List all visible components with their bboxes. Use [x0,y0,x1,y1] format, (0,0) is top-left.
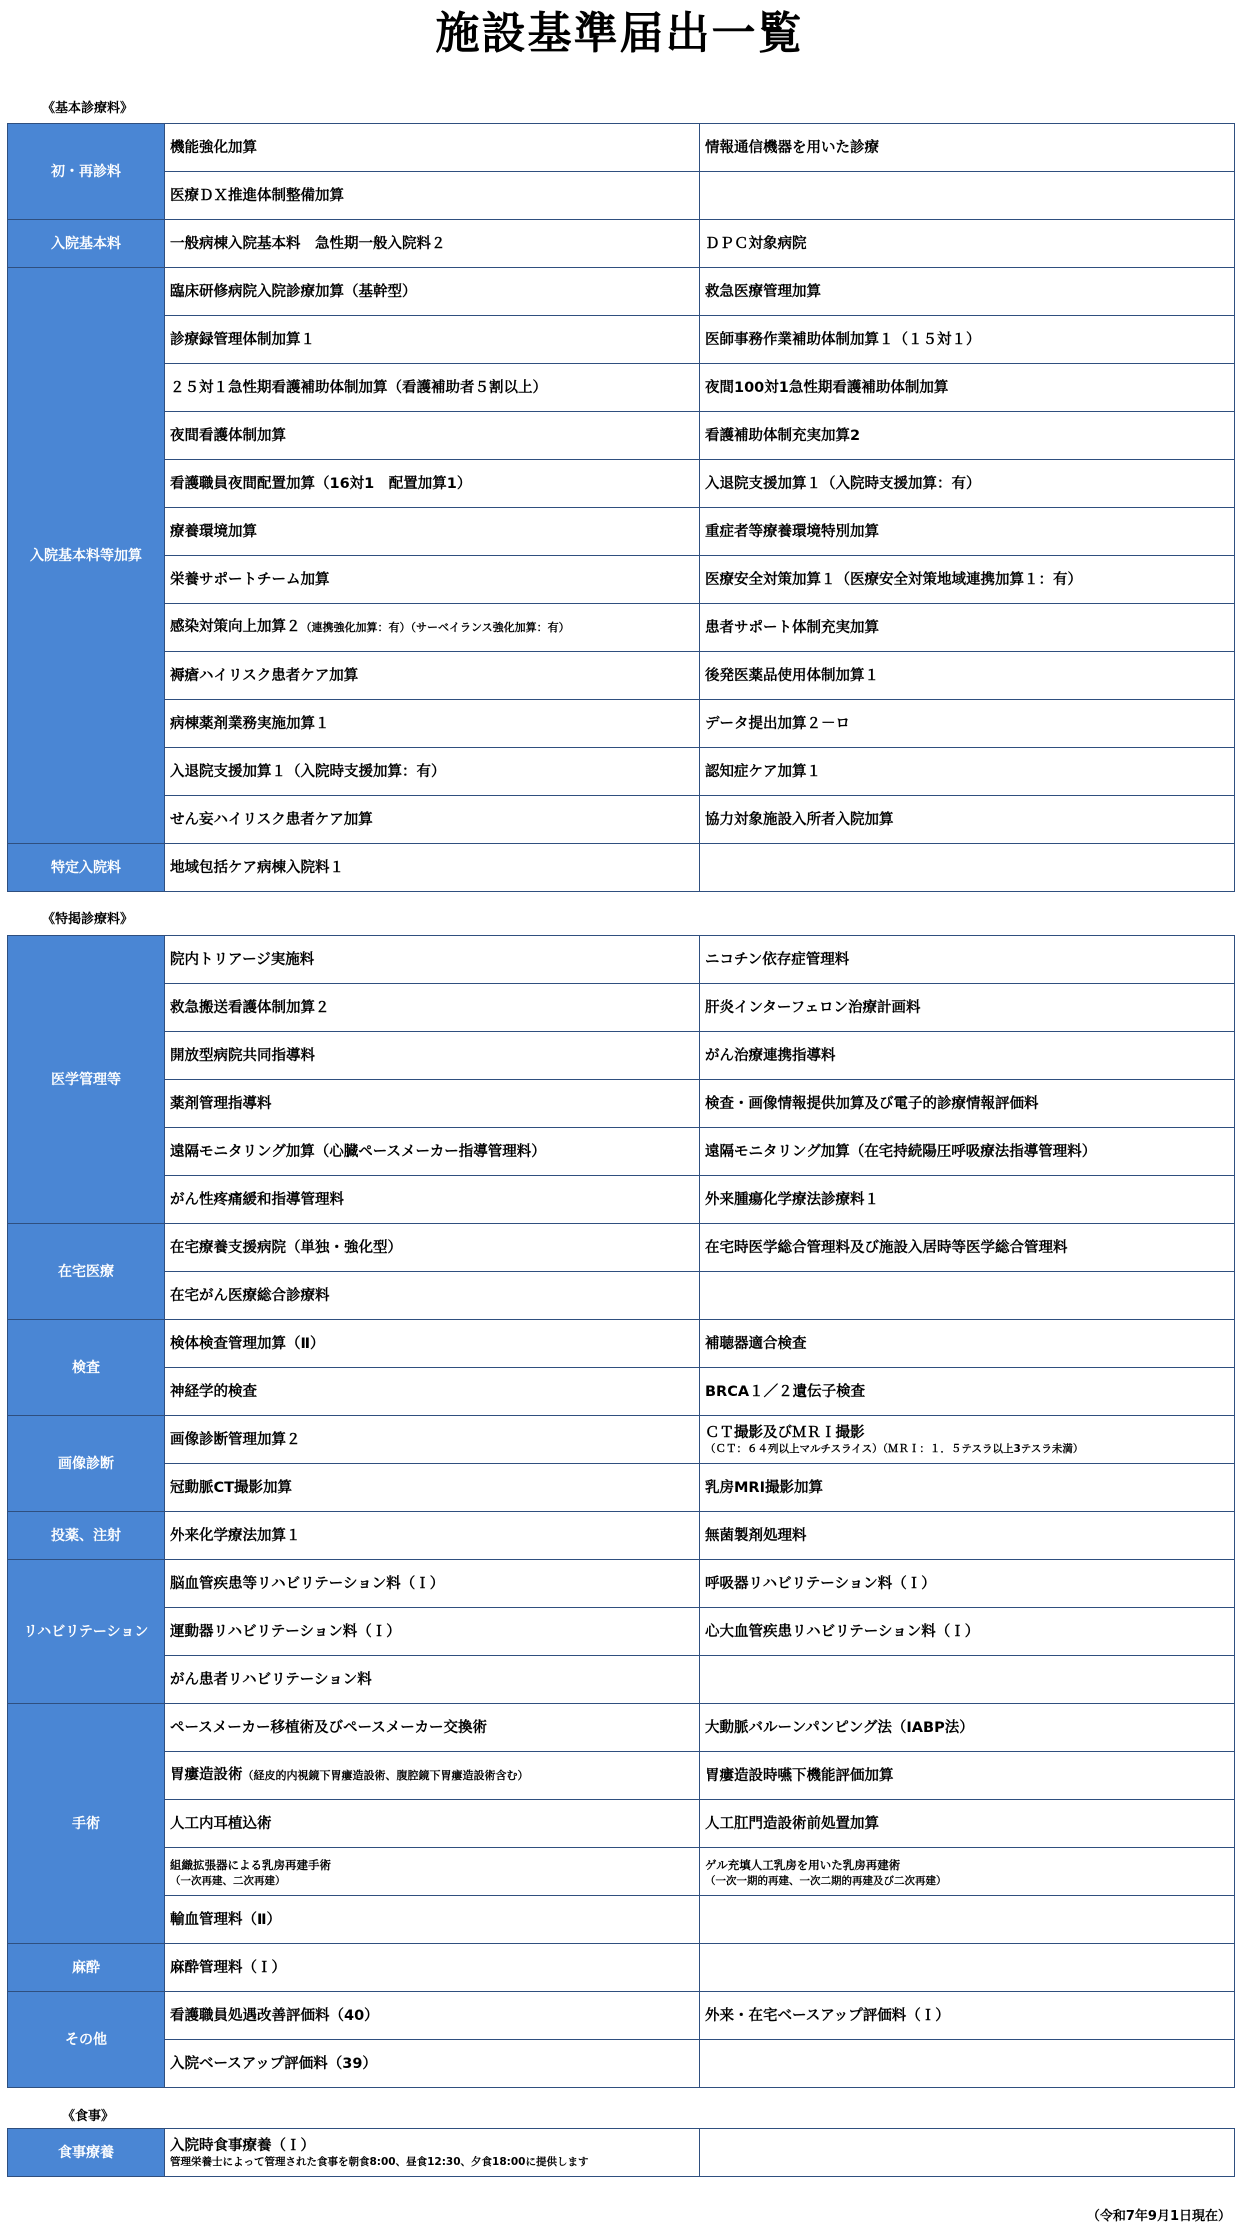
facility-standard-cell [700,1656,1235,1704]
facility-standard-cell [165,316,700,364]
table-row [8,1512,1235,1560]
facility-standard-name: 心大血管疾患リハビリテーション料（Ｉ） [705,1623,980,1640]
section-label-meal: 《食事》 [62,2109,115,2124]
facility-standard-cell [165,1176,700,1224]
facility-standard-name: 後発医薬品使用体制加算１ [705,667,879,684]
facility-standard-name: 入院時食事療養（Ｉ） [170,2137,315,2154]
facility-standard-cell [700,412,1235,460]
table-row [8,1416,1235,1464]
facility-standard-cell [165,364,700,412]
facility-standard-name: 麻酔管理料（Ｉ） [170,1959,286,1976]
facility-standard-name: がん治療連携指導料 [705,1047,836,1064]
facility-standard-name: ペースメーカー移植術及びペースメーカー交換術 [170,1719,487,1736]
facility-standard-cell [165,1560,700,1608]
category-label: 入院基本料等加算 [8,268,165,844]
facility-standard-cell [165,1368,700,1416]
facility-standard-name: ニコチン依存症管理料 [705,951,850,968]
facility-standard-cell [165,1128,700,1176]
facility-standard-cell [700,1080,1235,1128]
table-row [8,1704,1235,1752]
facility-standard-cell [700,1992,1235,2040]
table-row [8,412,1235,460]
category-label: その他 [8,1992,165,2088]
facility-standard-cell [165,1032,700,1080]
facility-standard-name: 医師事務作業補助体制加算１（１５対１） [705,331,981,348]
table-row [8,268,1235,316]
category-label: 投薬、注射 [8,1512,165,1560]
facility-standard-name: 医療ＤＸ推進体制整備加算 [170,187,344,204]
facility-standard-cell [165,700,700,748]
facility-standard-cell [700,1704,1235,1752]
table-row [8,1560,1235,1608]
table-row [8,796,1235,844]
facility-standard-name: 医療安全対策加算１（医療安全対策地域連携加算１：有） [705,571,1082,588]
facility-standard-name: 療養環境加算 [170,523,257,540]
facility-standard-name: 診療録管理体制加算１ [170,331,315,348]
facility-standard-name: 在宅療養支援病院（単独・強化型） [170,1239,402,1256]
table-row [8,316,1235,364]
facility-standard-name: 認知症ケア加算１ [705,763,821,780]
table-row [8,172,1235,220]
facility-standard-name: 外来腫瘍化学療法診療料１ [705,1191,879,1208]
category-label: 医学管理等 [8,936,165,1224]
facility-standard-cell [700,700,1235,748]
facility-standard-name: 在宅がん医療総合診療料 [170,1287,330,1304]
table-row [8,1992,1235,2040]
facility-standard-cell [700,460,1235,508]
facility-standard-cell [165,1848,700,1896]
facility-standard-name: 在宅時医学総合管理料及び施設入居時等医学総合管理料 [705,1239,1068,1256]
facility-standard-name: 人工内耳植込術 [170,1815,272,1832]
facility-standard-name: 入退院支援加算１（入院時支援加算：有） [705,475,981,492]
facility-standard-name: 看護職員処遇改善評価料（40） [170,2007,379,2024]
table-row [8,1368,1235,1416]
facility-standard-cell [700,652,1235,700]
table-row [8,1800,1235,1848]
category-label: 特定入院料 [8,844,165,892]
facility-standard-name: 病棟薬剤業務実施加算１ [170,715,330,732]
facility-standard-name: 機能強化加算 [170,139,257,156]
table-row [8,1224,1235,1272]
facility-standard-cell [165,1464,700,1512]
category-label: 検査 [8,1320,165,1416]
facility-standard-name: ＤＰＣ対象病院 [705,235,807,252]
table-row [8,1464,1235,1512]
facility-standard-cell [165,1896,700,1944]
facility-standard-name: 夜間看護体制加算 [170,427,286,444]
table-row [8,124,1235,172]
facility-standard-cell [165,2129,700,2177]
facility-standard-name: 輸血管理料（Ⅱ） [170,1911,282,1928]
facility-standard-cell [165,1944,700,1992]
facility-standard-cell [700,1032,1235,1080]
facility-standard-cell [165,796,700,844]
facility-standard-cell [165,1416,700,1464]
page-title: 施設基準届出一覧 [435,8,804,59]
cell-note: （ＣＴ：６４列以上マルチスライス）（ＭＲＩ：１．５テスラ以上3テスラ未満） [705,1442,1084,1455]
facility-standard-name: 遠隔モニタリング加算（在宅持続陽圧呼吸療法指導管理料） [705,1143,1097,1160]
table-row [8,1608,1235,1656]
facility-standard-cell [165,1704,700,1752]
facility-standard-name: 大動脈バルーンパンピング法（IABP法） [705,1719,974,1736]
table-row [8,748,1235,796]
facility-standard-cell [700,1368,1235,1416]
facility-standard-cell [700,1320,1235,1368]
table-row [8,1752,1235,1800]
facility-standard-name: 入退院支援加算１（入院時支援加算：有） [170,763,446,780]
facility-standard-name: 画像診断管理加算２ [170,1431,301,1448]
table-row [8,936,1235,984]
facility-standard-name: 開放型病院共同指導料 [170,1047,315,1064]
facility-standard-cell [700,1272,1235,1320]
facility-standard-cell [165,172,700,220]
cell-note: （連携強化加算：有）（サーベイランス強化加算：有） [300,621,570,634]
as-of-date: （令和7年9月1日現在） [1086,2209,1231,2224]
facility-standard-name: BRCA１／２遺伝子検査 [705,1383,866,1400]
facility-standard-cell [700,1128,1235,1176]
facility-standard-name: 呼吸器リハビリテーション料（Ｉ） [705,1575,936,1592]
facility-standard-name: 看護職員夜間配置加算（16対1 配置加算1） [170,475,472,492]
facility-standard-name: 無菌製剤処理料 [705,1527,807,1544]
category-label: 初・再診料 [8,124,165,220]
section-label-special: 《特掲診療料》 [42,912,134,927]
facility-standard-name: 患者サポート体制充実加算 [705,619,879,636]
facility-standard-name: 補聴器適合検査 [705,1335,807,1352]
facility-standard-cell [700,1176,1235,1224]
facility-standard-name: 外来・在宅ベースアップ評価料（Ｉ） [705,2007,950,2024]
facility-standard-name: 感染対策向上加算２ [170,619,301,635]
table-row [8,1032,1235,1080]
special-fee-table [7,935,1235,2088]
facility-standard-name: 人工肛門造設術前処置加算 [705,1815,879,1832]
facility-standard-cell [700,1800,1235,1848]
facility-standard-cell [700,508,1235,556]
basic-fee-table [7,123,1235,892]
facility-standard-cell [700,1944,1235,1992]
table-row [8,508,1235,556]
facility-standard-name: 夜間100対1急性期看護補助体制加算 [705,379,949,396]
facility-standard-cell [700,936,1235,984]
table-row [8,1656,1235,1704]
cell-note: 管理栄養士によって管理された食事を朝食8:00、昼食12:30、夕食18:00に提供します [170,2155,589,2168]
table-row [8,1848,1235,1896]
facility-standard-name: せん妄ハイリスク患者ケア加算 [170,811,373,828]
facility-standard-cell [165,844,700,892]
facility-standard-cell [165,1080,700,1128]
facility-standard-name: 情報通信機器を用いた診療 [705,139,879,156]
facility-standard-name: 臨床研修病院入院診療加算（基幹型） [170,283,417,300]
facility-standard-cell [700,124,1235,172]
facility-standard-cell [700,796,1235,844]
facility-standard-cell [700,1752,1235,1800]
facility-standard-cell [700,1464,1235,1512]
table-row [8,364,1235,412]
facility-standard-name: 栄養サポートチーム加算 [170,571,330,588]
facility-standard-cell [700,1512,1235,1560]
facility-standard-cell [700,556,1235,604]
facility-standard-name: 協力対象施設入所者入院加算 [705,811,894,828]
facility-standard-cell [700,748,1235,796]
cell-note: （一次再建、二次再建） [170,1874,286,1887]
facility-standard-name: 入院ベースアップ評価料（39） [170,2055,377,2072]
facility-standard-name: 褥瘡ハイリスク患者ケア加算 [170,667,359,684]
facility-standard-name: 胃瘻造設術 [170,1767,243,1783]
facility-standard-name: 外来化学療法加算１ [170,1527,301,1544]
facility-standard-cell [165,1512,700,1560]
table-row [8,700,1235,748]
facility-standard-cell [700,316,1235,364]
category-label: 食事療養 [8,2129,165,2177]
facility-standard-cell [700,1560,1235,1608]
facility-standard-name: 冠動脈CT撮影加算 [170,1479,293,1496]
facility-standard-name: 検査・画像情報提供加算及び電子的診療情報評価料 [705,1095,1039,1112]
table-row [8,652,1235,700]
facility-standard-cell [700,2129,1235,2177]
facility-standard-cell [700,1896,1235,1944]
facility-standard-cell [165,124,700,172]
table-row [8,604,1235,652]
table-row [8,2129,1235,2177]
table-row [8,556,1235,604]
facility-standard-cell [165,652,700,700]
facility-standard-cell [165,1272,700,1320]
facility-standard-name: 肝炎インターフェロン治療計画料 [705,999,921,1016]
facility-standard-cell [700,984,1235,1032]
facility-standard-name: データ提出加算２－ロ [705,715,850,732]
cell-note: （経皮的内視鏡下胃瘻造設術、腹腔鏡下胃瘻造設術含む） [242,1769,529,1782]
facility-standard-cell [700,844,1235,892]
facility-standard-cell [700,1608,1235,1656]
facility-standard-cell [165,984,700,1032]
facility-standard-cell [165,268,700,316]
facility-standard-cell [165,1224,700,1272]
facility-standard-name: ゲル充填人工乳房を用いた乳房再建術 [705,1857,901,1872]
facility-standard-cell [165,1992,700,2040]
facility-standard-cell [165,1752,700,1800]
facility-standard-name: ＣＴ撮影及びＭＲＩ撮影 [705,1424,865,1441]
category-label: 在宅医療 [8,1224,165,1320]
meal-table [7,2128,1235,2177]
facility-standard-cell [165,508,700,556]
facility-standard-cell [165,1320,700,1368]
facility-standard-cell [165,220,700,268]
table-row [8,1080,1235,1128]
facility-standard-cell [700,1224,1235,1272]
section-label-basic: 《基本診療料》 [42,101,134,116]
facility-standard-name: 神経学的検査 [170,1383,257,1400]
table-row [8,984,1235,1032]
facility-standard-name: 脳血管疾患等リハビリテーション料（Ｉ） [170,1575,445,1592]
facility-standard-name: 乳房MRI撮影加算 [705,1479,823,1496]
facility-standard-cell [700,1416,1235,1464]
category-label: 入院基本料 [8,220,165,268]
facility-standard-name: 院内トリアージ実施料 [170,951,315,968]
facility-standard-name: ２５対１急性期看護補助体制加算（看護補助者５割以上） [170,379,547,396]
facility-standard-name: 運動器リハビリテーション料（Ｉ） [170,1623,401,1640]
facility-standard-name: がん患者リハビリテーション料 [170,1671,372,1688]
facility-standard-cell [165,1800,700,1848]
facility-standard-cell [165,604,700,652]
cell-note: （一次一期的再建、一次二期的再建及び二次再建） [705,1874,947,1887]
category-label: 画像診断 [8,1416,165,1512]
facility-standard-cell [165,412,700,460]
table-row [8,460,1235,508]
facility-standard-name: 救急搬送看護体制加算２ [170,999,330,1016]
facility-standard-name: 組織拡張器による乳房再建手術 [170,1857,331,1872]
table-row [8,1896,1235,1944]
table-row [8,1272,1235,1320]
facility-standard-name: 重症者等療養環境特別加算 [705,523,879,540]
facility-standard-name: 遠隔モニタリング加算（心臓ペースメーカー指導管理料） [170,1143,546,1160]
facility-standard-name: 胃瘻造設時嚥下機能評価加算 [705,1767,894,1784]
table-row [8,1944,1235,1992]
table-row [8,1128,1235,1176]
facility-standard-cell [165,556,700,604]
category-label: 麻酔 [8,1944,165,1992]
facility-standard-name: 救急医療管理加算 [705,283,821,300]
table-row [8,2040,1235,2088]
facility-standard-cell [165,2040,700,2088]
table-row [8,1176,1235,1224]
facility-standard-cell [700,268,1235,316]
facility-standard-cell [165,1656,700,1704]
facility-standard-name: 一般病棟入院基本料 急性期一般入院料２ [170,235,446,252]
category-label: 手術 [8,1704,165,1944]
facility-standard-name: 検体検査管理加算（Ⅱ） [170,1335,325,1352]
category-label: リハビリテーション [8,1560,165,1704]
table-row [8,220,1235,268]
facility-standard-name: 看護補助体制充実加算2 [705,427,861,444]
facility-standard-cell [700,220,1235,268]
facility-standard-cell [165,748,700,796]
facility-standard-name: 地域包括ケア病棟入院料１ [170,859,344,876]
facility-standard-cell [700,1848,1235,1896]
facility-standard-cell [165,460,700,508]
facility-standard-name: 薬剤管理指導料 [170,1095,272,1112]
facility-standard-cell [700,364,1235,412]
facility-standard-cell [700,2040,1235,2088]
facility-standard-cell [165,936,700,984]
facility-standard-cell [700,172,1235,220]
facility-standard-name: がん性疼痛緩和指導管理料 [170,1191,344,1208]
table-row [8,1320,1235,1368]
table-row [8,844,1235,892]
facility-standard-cell [700,604,1235,652]
facility-standard-cell [165,1608,700,1656]
